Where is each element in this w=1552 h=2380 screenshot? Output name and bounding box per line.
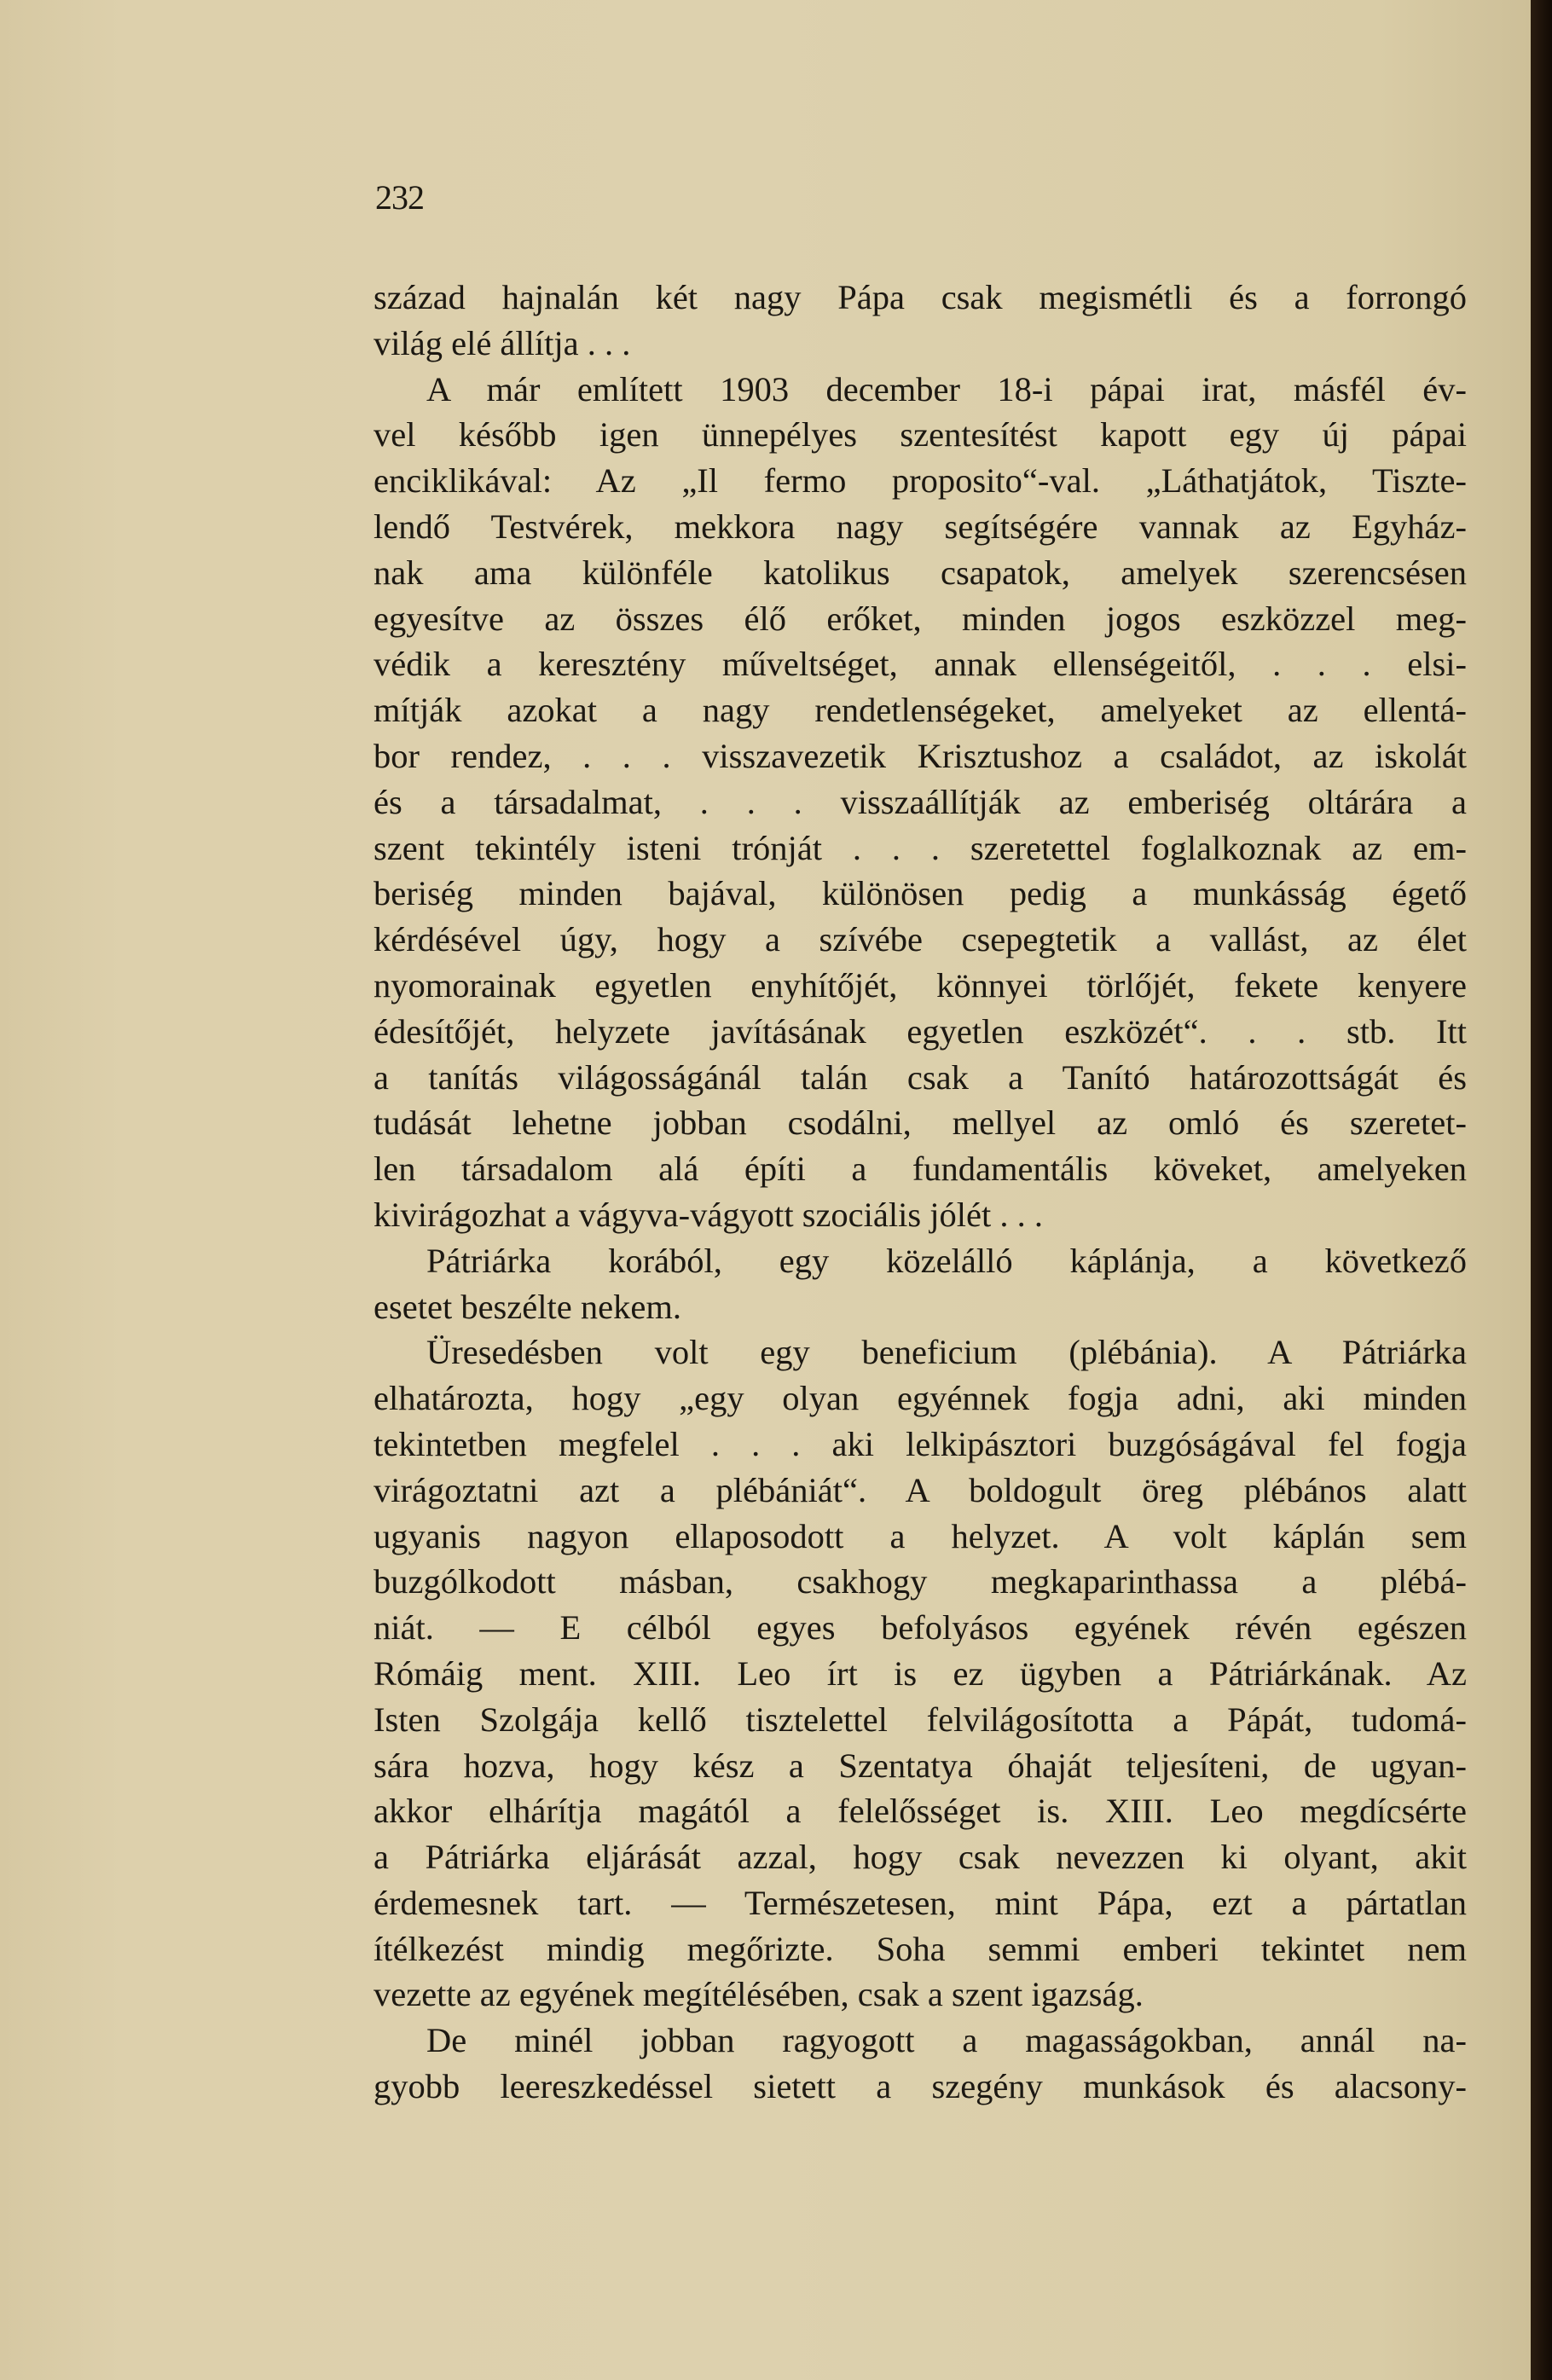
text-line: Isten Szolgája kellő tisztelettel felvilágosította a Pápát, tudomá- [374, 1700, 1467, 1739]
text-line: gyobb leereszkedéssel sietett a szegény munkások és alacsony- [374, 2067, 1467, 2106]
text-line: szent tekintély isteni trónját . . . szeretettel foglalkoznak az em- [374, 828, 1467, 867]
text-line: beriség minden bajával, különösen pedig a munkásság égető [374, 874, 1467, 913]
text-line: század hajnalán két nagy Pápa csak megismétli és a forrongó [374, 278, 1467, 316]
text-line: len társadalom alá építi a fundamentális köveket, amelyeken [374, 1149, 1467, 1189]
text-line: bor rendez, . . . visszavezetik Krisztushoz a családot, az iskolát [374, 736, 1467, 775]
text-line: kérdésével úgy, hogy a szívébe csepegtetik a vallást, az élet [374, 920, 1467, 959]
text-line: elhatározta, hogy „egy olyan egyénnek fogja adni, aki minden [374, 1379, 1467, 1418]
text-line: Pátriárka korából, egy közelálló káplánja, a következő [426, 1241, 1467, 1280]
text-line: sára hozva, hogy kész a Szentatya óhaját teljesíteni, de ugyan- [374, 1746, 1467, 1785]
text-line: mítják azokat a nagy rendetlenségeket, amelyeket az ellentá- [374, 691, 1467, 730]
text-line: tekintetben megfelel . . . aki lelkipásztori buzgóságával fel fogja [374, 1424, 1467, 1463]
text-line: ítélkezést mindig megőrizte. Soha semmi emberi tekintet nem [374, 1929, 1467, 1968]
body-text [374, 275, 1467, 2110]
text-line: ugyanis nagyon ellaposodott a helyzet. A volt káplán sem [374, 1516, 1467, 1555]
text-line: esetet beszélte nekem. [374, 1287, 681, 1326]
text-line: érdemesnek tart. — Természetesen, mint Pápa, ezt a pártatlan [374, 1883, 1467, 1922]
text-line: Rómáig ment. XIII. Leo írt is ez ügyben a Pátriárkának. Az [374, 1653, 1467, 1693]
text-line: édesítőjét, helyzete javításának egyetlen eszközét“. . . stb. Itt [374, 1011, 1467, 1051]
text-line: egyesítve az összes élő erőket, minden jogos eszközzel meg- [374, 599, 1467, 638]
text-line: De minél jobban ragyogott a magasságokban, annál na- [426, 2021, 1467, 2060]
text-line: enciklikával: Az „Il fermo proposito“-val. „Láthatjátok, Tiszte- [374, 461, 1467, 501]
page-edge-shadow [1531, 0, 1552, 2380]
text-line: lendő Testvérek, mekkora nagy segítségére vannak az Egyház- [374, 507, 1467, 546]
text-line: A már említett 1903 december 18-i pápai irat, másfél év- [426, 369, 1467, 408]
text-line: nyomorainak egyetlen enyhítőjét, könnyei törlőjét, fekete kenyere [374, 965, 1467, 1005]
text-line: Üresedésben volt egy beneficium (plébánia). A Pátriárka [426, 1333, 1467, 1372]
text-line: és a társadalmat, . . . visszaállítják az emberiség oltárára a [374, 782, 1467, 821]
text-line: niát. — E célból egyes befolyásos egyének révén egészen [374, 1608, 1467, 1647]
text-line: buzgólkodott másban, csakhogy megkaparinthassa a plébá- [374, 1562, 1467, 1601]
page-number: 232 [375, 178, 424, 217]
text-line: vel később igen ünnepélyes szentesítést kapott egy új pápai [374, 415, 1467, 455]
text-line: tudását lehetne jobban csodálni, mellyel az omló és szeretet- [374, 1103, 1467, 1143]
text-line: akkor elhárítja magától a felelősséget is. XIII. Leo megdícsérte [374, 1792, 1467, 1831]
text-line: védik a keresztény műveltséget, annak ellenségeitől, . . . elsi- [374, 645, 1467, 684]
text-line: kivirágozhat a vágyva-vágyott szociális jólét . . . [374, 1195, 1044, 1234]
text-line: nak ama különféle katolikus csapatok, amelyek szerencsésen [374, 553, 1467, 592]
text-line: világ elé állítja . . . [374, 323, 631, 362]
text-line: a Pátriárka eljárását azzal, hogy csak nevezzen ki olyant, akit [374, 1838, 1467, 1877]
text-line: a tanítás világosságánál talán csak a Tanító határozottságát és [374, 1057, 1467, 1097]
text-line: virágoztatni azt a plébániát“. A boldogult öreg plébános alatt [374, 1470, 1467, 1509]
text-line: vezette az egyének megítélésében, csak a szent igazság. [374, 1975, 1144, 2014]
